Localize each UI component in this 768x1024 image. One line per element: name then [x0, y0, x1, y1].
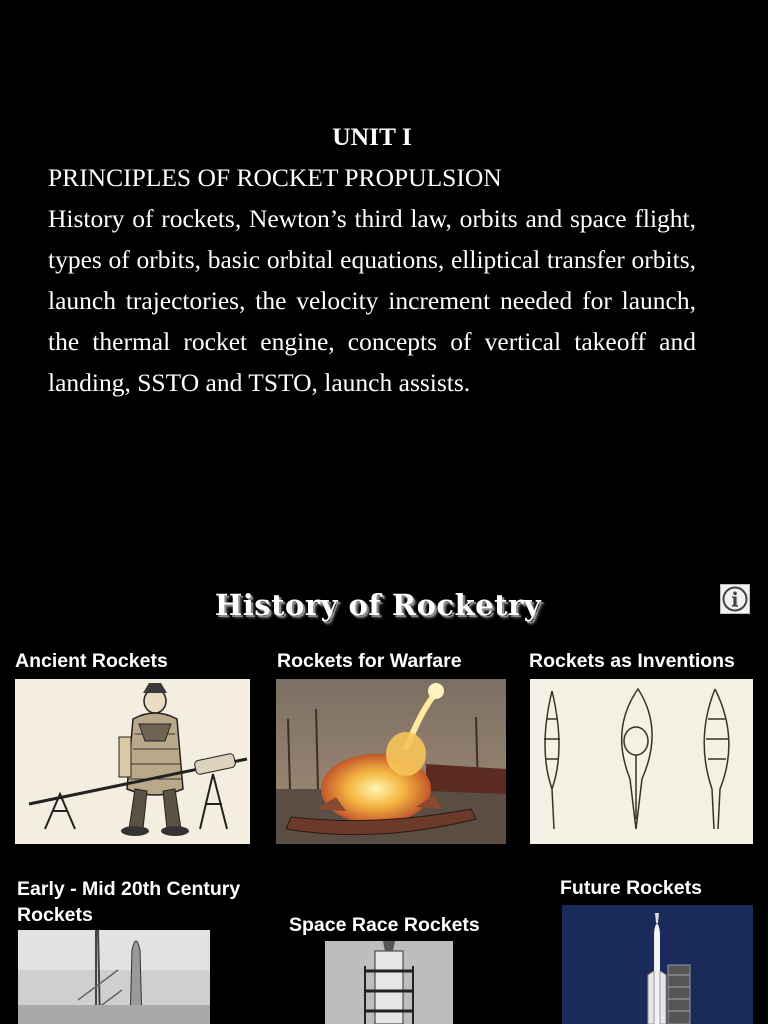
early-mid-20th-century-rockets-image[interactable]	[18, 930, 210, 1024]
caption-ancient-rockets: Ancient Rockets	[15, 650, 168, 672]
rockets-as-inventions-image[interactable]	[530, 679, 753, 844]
rockets-for-warfare-image[interactable]	[276, 679, 506, 844]
ancient-rockets-image[interactable]	[15, 679, 250, 844]
caption-future-rockets: Future Rockets	[560, 877, 702, 899]
future-rockets-image[interactable]	[562, 905, 753, 1024]
caption-early-mid-20th-century-rockets: Early - Mid 20th Century Rockets	[17, 878, 241, 926]
space-race-rockets-image[interactable]	[325, 941, 453, 1024]
unit-subheading: PRINCIPLES OF ROCKET PROPULSION	[48, 163, 502, 192]
caption-space-race-rockets: Space Race Rockets	[289, 914, 480, 936]
caption-rockets-as-inventions: Rockets as Inventions	[529, 650, 735, 672]
unit-text-block	[48, 116, 696, 403]
caption-rockets-for-warfare: Rockets for Warfare	[277, 650, 462, 672]
unit-heading: UNIT I	[332, 122, 412, 151]
info-button[interactable]	[720, 584, 750, 614]
history-title: History of Rocketry	[214, 588, 542, 622]
info-icon	[721, 585, 749, 613]
unit-body: History of rockets, Newton’s third law, orbits and space flight, types of orbits, basic orbital equations, elliptical transfer orbits, launch trajectories, the velocity increment needed for launch, the thermal rocket engine, concepts of vertical takeoff and landing, SSTO and TSTO, launch assists.	[48, 204, 696, 397]
